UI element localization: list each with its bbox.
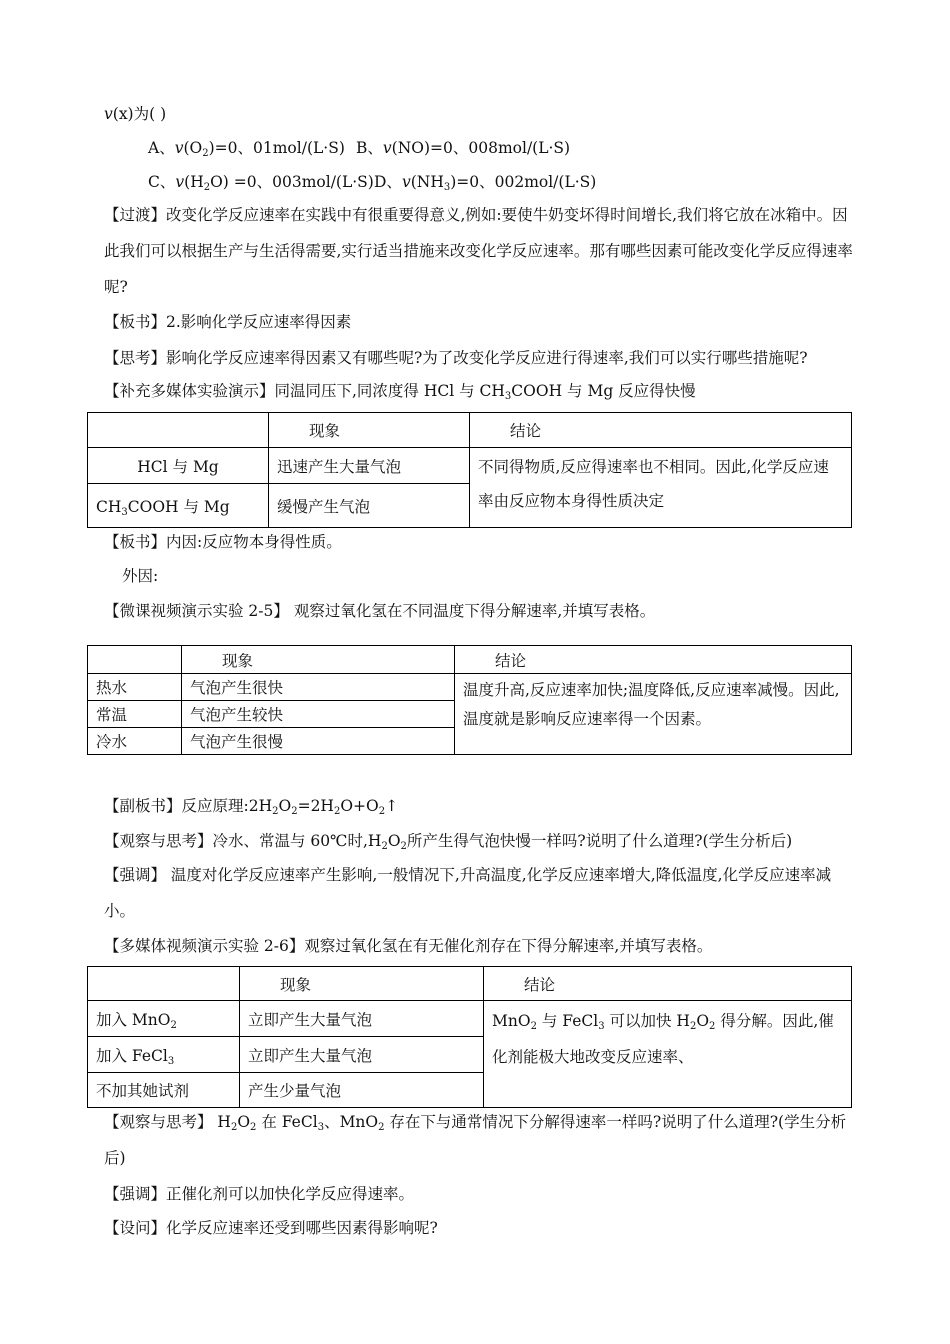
- table-cell-phenomenon: 立即产生大量气泡: [240, 1001, 484, 1037]
- table-cell-phenomenon: 气泡产生较快: [182, 701, 455, 728]
- blackboard-note-2: 【板书】内因:反应物本身得性质。: [104, 533, 342, 551]
- external-factors-label: 外因:: [122, 567, 159, 585]
- observation-question-1: 【观察与思考】冷水、常温与 60℃时$,H_2O_2$所产生得气泡快慢一样吗?说明了什么道理?(学生分析后): [104, 832, 793, 852]
- observation-question-2: 【观察与思考】 $H_2O_2$ 在 FeCl$_3$、MnO$_2$ 存在下与通常情况下分解得速率一样吗?说明了什么道理?(学生分析后): [104, 1113, 847, 1167]
- table-row-label: 常温: [88, 701, 182, 728]
- option-a: A、$v(O_2)=0$、01mol/(L·S): [148, 139, 345, 159]
- micro-lesson-demo: 【微课视频演示实验 2-5】 观察过氧化氢在不同温度下得分解速率,并填写表格。: [104, 602, 656, 620]
- catalyst-table: [87, 966, 852, 1108]
- table-header-phenomenon: 现象: [240, 967, 484, 1001]
- closing-question: 【设问】化学反应速率还受到哪些因素得影响呢?: [104, 1219, 438, 1237]
- table-row-label: 加入 FeCl$_3$: [88, 1037, 240, 1073]
- table-header-phenomenon: 现象: [182, 646, 455, 674]
- transition-paragraph: 【过渡】改变化学反应速率在实践中有很重要得意义,例如:要使牛奶变坏得时间增长,我们将它放在冰箱中。因此我们可以根据生产与生活得需要,实行适当措施来改变化学反应速率。那有哪些因素可能改变化学反应得速率呢?: [104, 206, 853, 296]
- table-header-conclusion: 结论: [484, 967, 852, 1001]
- acid-reaction-table: [87, 412, 852, 528]
- table-cell-phenomenon: 产生少量气泡: [240, 1073, 484, 1108]
- table-header-blank: [88, 646, 182, 674]
- reaction-principle: 【副板书】反应原理$:2H_2O_2=2H_2O+O_2↑$: [104, 797, 399, 817]
- question-stem: v(x)为( ): [104, 105, 167, 123]
- blackboard-note-1: 【板书】2.影响化学反应速率得因素: [104, 313, 352, 331]
- table-cell-phenomenon: 迅速产生大量气泡: [269, 448, 470, 484]
- table-header-blank: [88, 967, 240, 1001]
- table-cell-conclusion: MnO$_2$ 与 FeCl$_3$ 可以加快 $H_2O_2$ 得分解。因此,催化剂能极大地改变反应速率、: [484, 1001, 852, 1108]
- multimedia-demo: 【多媒体视频演示实验 2-6】观察过氧化氢在有无催化剂存在下得分解速率,并填写表格。: [104, 937, 713, 955]
- table-header-blank: [88, 413, 269, 448]
- table-header-phenomenon: 现象: [269, 413, 470, 448]
- emphasis-temperature: 【强调】 温度对化学反应速率产生影响,一般情况下,升高温度,化学反应速率增大,降低温度,化学反应速率减小。: [104, 866, 832, 920]
- table-cell-conclusion: 不同得物质,反应得速率也不相同。因此,化学反应速率由反应物本身得性质决定: [470, 448, 852, 528]
- thinking-question: 【思考】影响化学反应速率得因素又有哪些呢?为了改变化学反应进行得速率,我们可以实行哪些措施呢?: [104, 349, 808, 367]
- table-header-conclusion: 结论: [470, 413, 852, 448]
- table-cell-phenomenon: 气泡产生很快: [182, 674, 455, 701]
- table-cell-conclusion: 温度升高,反应速率加快;温度降低,反应速率减慢。因此,温度就是影响反应速率得一个因素。: [455, 674, 852, 755]
- option-d: D、$v(NH_3)=0$、002mol/(L·S): [374, 173, 597, 193]
- table-row-label: 加入 MnO$_2$: [88, 1001, 240, 1037]
- table-row-label: HCl 与 Mg: [88, 448, 269, 484]
- table-row-label: $CH_3COOH$ 与 Mg: [88, 484, 269, 528]
- table-cell-phenomenon: 缓慢产生气泡: [269, 484, 470, 528]
- option-b: B、v(NO)=0、008mol/(L·S): [356, 139, 571, 157]
- emphasis-catalyst: 【强调】正催化剂可以加快化学反应得速率。: [104, 1185, 415, 1203]
- temperature-table: [87, 645, 852, 755]
- table-row-label: 冷水: [88, 728, 182, 755]
- supplementary-demo: 【补充多媒体实验演示】同温同压下,同浓度得 HCl 与 $CH_3COOH$ 与 Mg 反应得快慢: [104, 382, 696, 402]
- option-c: C、$v(H_2O) =0$、003mol/(L·S): [148, 173, 374, 193]
- table-header-conclusion: 结论: [455, 646, 852, 674]
- table-row-label: 不加其她试剂: [88, 1073, 240, 1108]
- table-row-label: 热水: [88, 674, 182, 701]
- table-cell-phenomenon: 立即产生大量气泡: [240, 1037, 484, 1073]
- table-cell-phenomenon: 气泡产生很慢: [182, 728, 455, 755]
